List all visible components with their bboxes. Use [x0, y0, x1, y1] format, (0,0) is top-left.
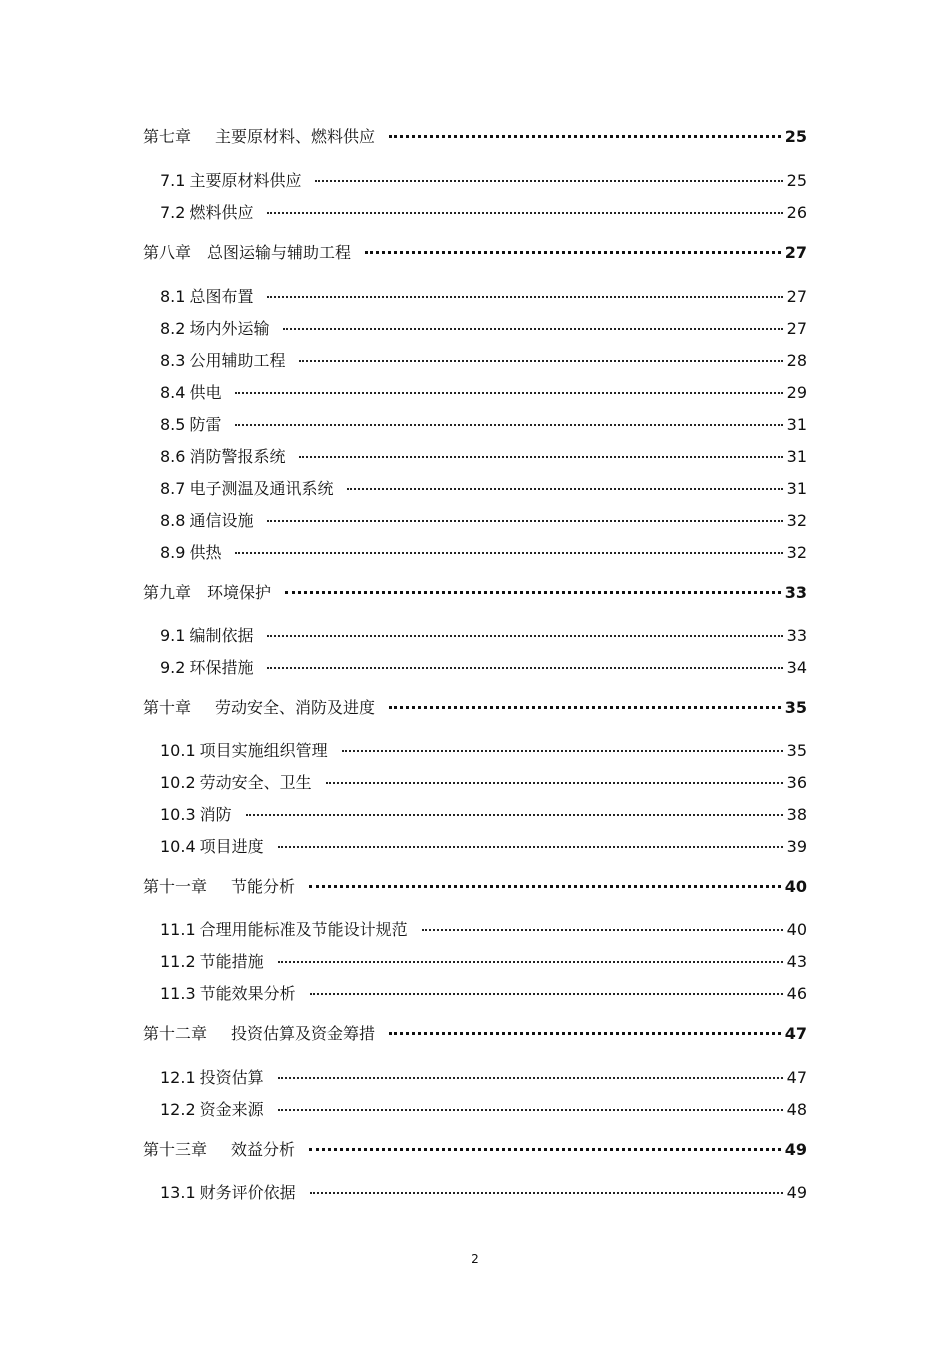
toc-section[interactable]: [160, 655, 807, 678]
toc-title: 资金来源: [199, 1100, 264, 1119]
toc-title: 节能措施: [199, 952, 264, 971]
toc-section[interactable]: [160, 348, 807, 371]
toc-number: 10.3: [160, 805, 196, 824]
toc-number: 8.9: [160, 543, 186, 562]
toc-number: 8.3: [160, 351, 186, 370]
toc-title: 场内外运输: [189, 319, 270, 338]
toc-number: 10.1: [160, 741, 196, 760]
toc-number: 8.2: [160, 319, 186, 338]
toc-chapter[interactable]: [143, 874, 807, 897]
toc-section[interactable]: [160, 738, 807, 761]
dot-leader: [278, 1109, 783, 1111]
toc-title: 投资估算: [199, 1068, 264, 1087]
toc-title: 防雷: [189, 415, 222, 434]
toc-section[interactable]: [160, 380, 807, 403]
toc-title: 燃料供应: [189, 203, 254, 222]
toc-number: 第十一章: [143, 877, 208, 896]
dot-leader: [389, 135, 781, 138]
toc-section[interactable]: [160, 917, 807, 940]
toc-title: 环境保护: [207, 583, 272, 602]
toc-page-number: 31: [786, 447, 807, 466]
toc-section[interactable]: [160, 1065, 807, 1088]
toc-number: 第十二章: [143, 1024, 208, 1043]
toc-page-number: 47: [786, 1068, 807, 1087]
toc-page-number: 49: [786, 1183, 807, 1202]
toc-page-number: 33: [786, 626, 807, 645]
toc-title: 项目进度: [199, 837, 264, 856]
toc-page-number: 32: [786, 511, 807, 530]
toc-chapter[interactable]: [143, 1137, 807, 1160]
toc-number: 7.1: [160, 171, 186, 190]
toc-section[interactable]: [160, 1097, 807, 1120]
toc-page-number: 31: [786, 479, 807, 498]
toc-title: 合理用能标准及节能设计规范: [199, 920, 408, 939]
toc-page-number: 43: [786, 952, 807, 971]
toc-chapter[interactable]: [143, 240, 807, 263]
toc-page-number: 26: [786, 203, 807, 222]
toc-number: 9.1: [160, 626, 186, 645]
toc-chapter[interactable]: [143, 124, 807, 147]
dot-leader: [283, 328, 782, 330]
toc-page-number: 27: [784, 243, 807, 262]
toc-title: 总图运输与辅助工程: [207, 243, 352, 262]
toc-number: 8.8: [160, 511, 186, 530]
dot-leader: [299, 360, 782, 362]
dot-leader: [235, 392, 782, 394]
toc-section[interactable]: [160, 412, 807, 435]
toc-page-number: 40: [786, 920, 807, 939]
toc-number: 第十章: [143, 698, 192, 717]
toc-chapter[interactable]: [143, 580, 807, 603]
dot-leader: [310, 1192, 783, 1194]
toc-number: 8.6: [160, 447, 186, 466]
toc-title: 投资估算及资金筹措: [231, 1024, 376, 1043]
dot-leader: [389, 1032, 781, 1035]
toc-title: 劳动安全、消防及进度: [215, 698, 376, 717]
toc-page-number: 27: [786, 319, 807, 338]
toc-number: 第九章: [143, 583, 192, 602]
toc-page-number: 33: [784, 583, 807, 602]
toc-title: 财务评价依据: [199, 1183, 296, 1202]
toc-number: 8.4: [160, 383, 186, 402]
dot-leader: [267, 212, 782, 214]
toc-section[interactable]: [160, 508, 807, 531]
toc-section[interactable]: [160, 1180, 807, 1203]
toc-page-number: 27: [786, 287, 807, 306]
toc-title: 供电: [189, 383, 222, 402]
toc-number: 8.5: [160, 415, 186, 434]
dot-leader: [278, 846, 783, 848]
toc-title: 劳动安全、卫生: [199, 773, 312, 792]
toc-section[interactable]: [160, 476, 807, 499]
dot-leader: [267, 635, 782, 637]
toc-page-number: 31: [786, 415, 807, 434]
dot-leader: [310, 993, 783, 995]
toc-page-number: 35: [784, 698, 807, 717]
toc-page-number: 39: [786, 837, 807, 856]
dot-leader: [389, 706, 781, 709]
toc-number: 9.2: [160, 658, 186, 677]
toc-page-number: 34: [786, 658, 807, 677]
toc-number: 第十三章: [143, 1140, 208, 1159]
toc-title: 主要原材料供应: [189, 171, 302, 190]
dot-leader: [278, 1077, 783, 1079]
toc-section[interactable]: [160, 284, 807, 307]
toc-page-number: 28: [786, 351, 807, 370]
toc-section[interactable]: [160, 200, 807, 223]
toc-section[interactable]: [160, 802, 807, 825]
dot-leader: [326, 782, 783, 784]
toc-title: 消防: [199, 805, 232, 824]
dot-leader: [246, 814, 783, 816]
toc-number: 8.1: [160, 287, 186, 306]
toc-number: 10.2: [160, 773, 196, 792]
toc-number: 11.2: [160, 952, 196, 971]
toc-title: 公用辅助工程: [189, 351, 286, 370]
toc-section[interactable]: [160, 623, 807, 646]
toc-section[interactable]: [160, 981, 807, 1004]
toc-page-number: 29: [786, 383, 807, 402]
toc-page-number: 46: [786, 984, 807, 1003]
dot-leader: [299, 456, 782, 458]
toc-section[interactable]: [160, 168, 807, 191]
toc-title: 电子测温及通讯系统: [189, 479, 334, 498]
toc-page-number: 25: [784, 127, 807, 146]
page-footer-number: 2: [471, 1252, 479, 1266]
toc-title: 编制依据: [189, 626, 254, 645]
toc-page-number: 47: [784, 1024, 807, 1043]
dot-leader: [309, 885, 781, 888]
toc-page-number: 25: [786, 171, 807, 190]
toc-number: 11.3: [160, 984, 196, 1003]
toc-number: 10.4: [160, 837, 196, 856]
toc-number: 12.1: [160, 1068, 196, 1087]
toc-page-number: 32: [786, 543, 807, 562]
dot-leader: [285, 591, 781, 594]
toc-section[interactable]: [160, 444, 807, 467]
toc-number: 第七章: [143, 127, 192, 146]
dot-leader: [365, 251, 781, 254]
toc-number: 12.2: [160, 1100, 196, 1119]
toc-title: 项目实施组织管理: [199, 741, 328, 760]
dot-leader: [267, 667, 782, 669]
toc-title: 效益分析: [231, 1140, 296, 1159]
dot-leader: [235, 552, 782, 554]
dot-leader: [309, 1148, 781, 1151]
dot-leader: [342, 750, 783, 752]
toc-section[interactable]: [160, 949, 807, 972]
toc-section[interactable]: [160, 770, 807, 793]
toc-number: 13.1: [160, 1183, 196, 1202]
toc-title: 总图布置: [189, 287, 254, 306]
toc-title: 供热: [189, 543, 222, 562]
toc-section[interactable]: [160, 834, 807, 857]
toc-chapter[interactable]: [143, 695, 807, 718]
dot-leader: [267, 520, 782, 522]
toc-page-number: 49: [784, 1140, 807, 1159]
toc-title: 通信设施: [189, 511, 254, 530]
toc-number: 11.1: [160, 920, 196, 939]
dot-leader: [267, 296, 782, 298]
toc-title: 节能分析: [231, 877, 296, 896]
toc-title: 环保措施: [189, 658, 254, 677]
toc-page-number: 35: [786, 741, 807, 760]
dot-leader: [278, 961, 783, 963]
toc-page-number: 36: [786, 773, 807, 792]
toc-section[interactable]: [160, 540, 807, 563]
toc-title: 节能效果分析: [199, 984, 296, 1003]
dot-leader: [422, 929, 783, 931]
toc-number: 第八章: [143, 243, 192, 262]
toc-page-number: 38: [786, 805, 807, 824]
toc-page-number: 48: [786, 1100, 807, 1119]
toc-chapter[interactable]: [143, 1021, 807, 1044]
toc-section[interactable]: [160, 316, 807, 339]
toc-number: 7.2: [160, 203, 186, 222]
dot-leader: [347, 488, 782, 490]
toc-number: 8.7: [160, 479, 186, 498]
toc-page-number: 40: [784, 877, 807, 896]
dot-leader: [235, 424, 782, 426]
toc-title: 消防警报系统: [189, 447, 286, 466]
toc-title: 主要原材料、燃料供应: [215, 127, 376, 146]
dot-leader: [315, 180, 782, 182]
